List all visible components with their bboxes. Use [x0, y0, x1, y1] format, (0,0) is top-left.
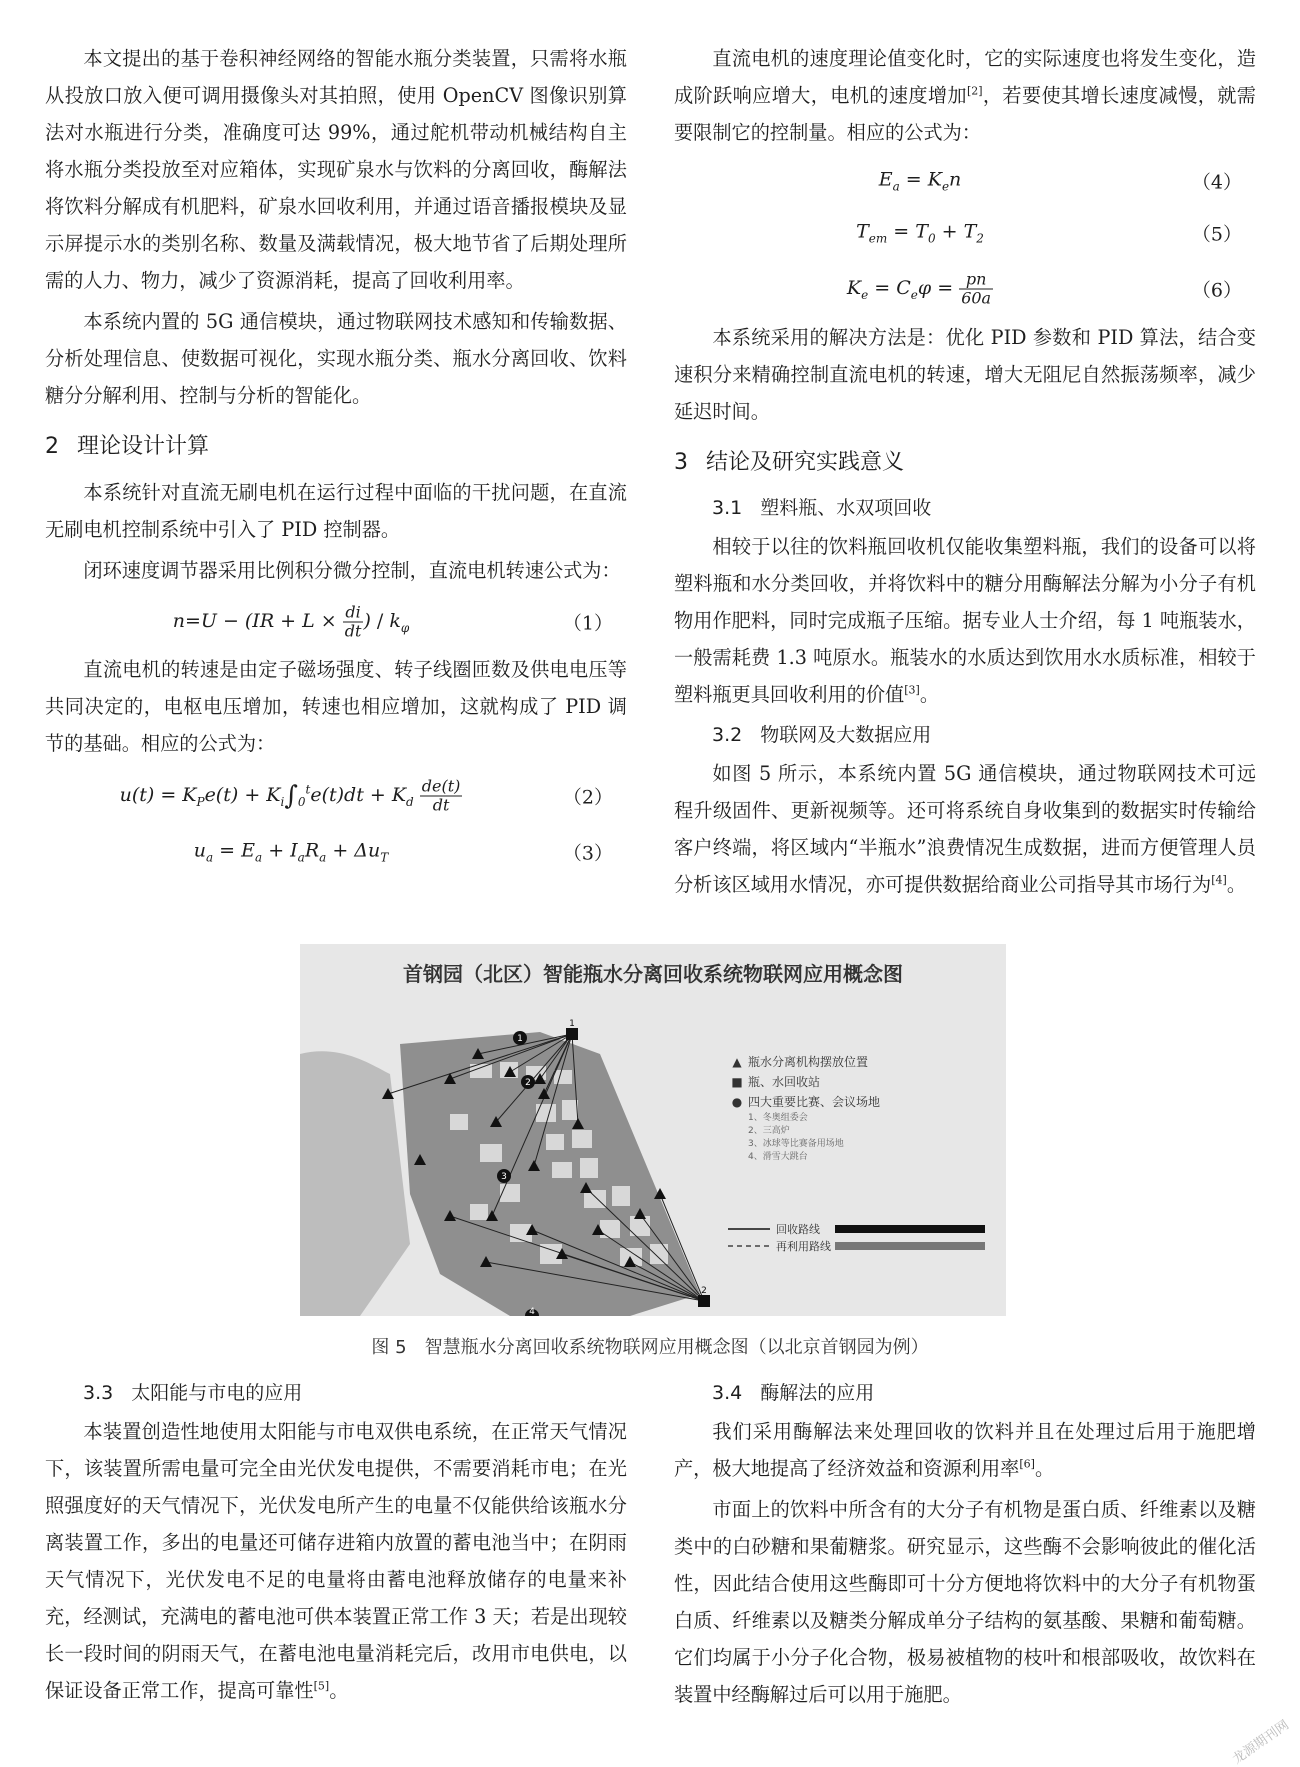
- recycle-line-bar: [835, 1225, 985, 1233]
- section-3-4-heading: [712, 1375, 1256, 1411]
- equation-5-number: （5）: [1191, 223, 1242, 246]
- section-2-title: 理论设计计算: [77, 434, 210, 459]
- equation-2-number: （2）: [562, 786, 613, 809]
- bottom-left-column: [45, 1371, 627, 1713]
- section-3-3-heading: [83, 1375, 627, 1411]
- watermark: 龙源期刊网: [1230, 1717, 1292, 1767]
- marker-label-1: 1: [517, 1034, 523, 1044]
- station-label-2: 2: [701, 1286, 707, 1296]
- section-3-3-number: 3.3: [83, 1382, 114, 1404]
- map-shore: [300, 1051, 410, 1316]
- equation-5: $T_{em} = T_0 + T_2$ （5）: [856, 220, 1242, 246]
- section-3-1-title: 塑料瓶、水双项回收: [760, 497, 932, 519]
- marker-label-2: 2: [525, 1078, 531, 1088]
- station-label-1: 1: [569, 1019, 575, 1029]
- equation-3-number: （3）: [562, 842, 613, 865]
- figure-title: 首钢园（北区）智能瓶水分离回收系统物联网应用概念图: [403, 962, 903, 986]
- legend-venue-3: 3、冰球等比赛备用场地: [748, 1139, 844, 1149]
- legend-square: ■ 瓶、水回收站: [731, 1075, 821, 1089]
- legend-circle: ● 四大重要比赛、会议场地: [731, 1095, 881, 1109]
- equation-1-number: （1）: [562, 612, 613, 635]
- section-2-paragraph-3: 直流电机的转速是由定子磁场强度、转子线圈匝数及供电电压等共同决定的，电枢电压增加，转速也相应增加，这就构成了 PID 调节的基础。相应的公式为：: [45, 658, 627, 755]
- intro-paragraph-2: 本系统内置的 5G 通信模块，通过物联网技术感知和传输数据、分析处理信息、使数据可视化，实现水瓶分类、瓶水分离回收、饮料糖分分解利用、控制与分析的智能化。: [45, 310, 627, 407]
- right-paragraph-1: 直流电机的速度理论值变化时，它的实际速度也将发生变化，造成阶跃响应增大，电机的速度增加[2]，若要使其增长速度减慢，就需要限制它的控制量。相应的公式为：: [674, 47, 1256, 144]
- legend-venue-4: 4、滑雪大跳台: [748, 1152, 808, 1162]
- legend-recycle-route: 回收路线: [776, 1223, 820, 1236]
- right-column: [674, 40, 1256, 907]
- section-3-1-number: 3.1: [712, 497, 743, 519]
- section-2-number: 2: [45, 434, 59, 459]
- legend-venue-1: 1、冬奥组委会: [748, 1113, 808, 1123]
- section-3-2-paragraph: 如图 5 所示，本系统内置 5G 通信模块，通过物联网技术可远程升级固件、更新视频等。还可将系统自身收集到的数据实时传输给客户终端，将区域内“半瓶水”浪费情况生成数据，进而方便管理人员分析该区域用水情况，亦可提供数据给商业公司指导其市场行为[4]。: [674, 762, 1256, 896]
- figure-caption: 图 5 智慧瓶水分离回收系统物联网应用概念图（以北京首钢园为例）: [371, 1337, 929, 1358]
- section-3-2-number: 3.2: [712, 724, 743, 746]
- bottom-right-column: [674, 1371, 1256, 1717]
- ref-5: [5]: [313, 1679, 330, 1693]
- reuse-line-bar: [835, 1242, 985, 1250]
- section-3-3-paragraph: 本装置创造性地使用太阳能与市电双供电系统，在正常天气情况下，该装置所需电量可完全由光伏发电提供，不需要消耗市电；在光照强度好的天气情况下，光伏发电所产生的电量不仅能供给该瓶水分离装置工作，多出的电量还可储存进箱内放置的蓄电池当中；在阴雨天气情况下，光伏发电不足的电量将由蓄电池释放储存的电量来补充，经测试，充满电的蓄电池可供本装置正常工作 3 天；若是出现较长一段时间的阴雨天气，在蓄电池电量消耗完后，改用市电供电，以保证设备正常工作，提高可靠性[5]。: [45, 1420, 627, 1702]
- section-3-1-heading: [712, 490, 1256, 526]
- ref-2: [2]: [966, 84, 983, 98]
- equation-3: $u_a = E_a + I_aR_a + \Delta u_T$ （3）: [193, 839, 613, 865]
- ref-3: [3]: [904, 683, 920, 697]
- equation-4-number: （4）: [1191, 171, 1242, 194]
- legend-triangle: ▲ 瓶水分离机构摆放位置: [732, 1055, 869, 1069]
- marker-label-4: 4: [529, 1307, 535, 1316]
- section-2-heading: [45, 428, 627, 466]
- section-3-heading: [674, 444, 1256, 482]
- section-3-4-paragraph-2: 市面上的饮料中所含有的大分子有机物是蛋白质、纤维素以及糖类中的白砂糖和果葡糖浆。研究显示，这些酶不会影响彼此的催化活性，因此结合使用这些酶即可十分方便地将饮料中的大分子有机物蛋白质、纤维素以及糖类分解成单分子结构的氨基酸、果糖和葡萄糖。它们均属于小分子化合物，极易被植物的枝叶和根部吸收，故饮料在装置中经酶解过后可以用于施肥。: [674, 1498, 1256, 1706]
- equation-1: n=U − (IR + L × $\frac{di}{dt}$ ) / $k_\varphi$ （1）: [172, 602, 613, 641]
- section-3-4-title: 酶解法的应用: [760, 1382, 875, 1404]
- iot-map: [300, 944, 1006, 1316]
- section-3-2-heading: [712, 717, 1256, 753]
- equation-2: $u(t) = K_Pe(t) + K_i\int_0^te(t)dt + K_d$ $\frac{de(t)}{dt}$ （2）: [119, 776, 613, 815]
- ref-4: [4]: [1211, 873, 1227, 887]
- equation-6: $K_e = C_e\varphi$ = $\frac{pn}{60a}$ （6）: [846, 269, 1242, 308]
- figure-5: [300, 944, 1006, 1316]
- section-3-number: 3: [674, 450, 688, 475]
- legend-venue-2: 2、三高炉: [748, 1126, 790, 1136]
- section-3-4-paragraph-1: 我们采用酶解法来处理回收的饮料并且在处理过后用于施肥增产，极大地提高了经济效益和资源利用率[6]。: [674, 1420, 1256, 1480]
- ref-6: [6]: [1019, 1457, 1035, 1471]
- section-3-3-title: 太阳能与市电的应用: [131, 1382, 303, 1404]
- marker-label-3: 3: [501, 1172, 507, 1182]
- station-square-2: [698, 1295, 710, 1307]
- section-3-4-number: 3.4: [712, 1382, 743, 1404]
- right-paragraph-2: 本系统采用的解决方法是：优化 PID 参数和 PID 算法，结合变速积分来精确控制直流电机的转速，增大无阻尼自然振荡频率，减少延迟时间。: [674, 326, 1256, 423]
- map-legend: [730, 1052, 880, 1164]
- legend-reuse-route: 再利用路线: [776, 1240, 831, 1253]
- equation-4: $E_a = K_en$ （4）: [878, 168, 1242, 194]
- station-square-1: [566, 1028, 578, 1040]
- section-2-paragraph-2: 闭环速度调节器采用比例积分微分控制，直流电机转速公式为：: [83, 559, 621, 582]
- section-2-paragraph-1: 本系统针对直流无刷电机在运行过程中面临的干扰问题，在直流无刷电机控制系统中引入了 PID 控制器。: [45, 481, 627, 541]
- left-column: [45, 40, 627, 878]
- section-3-title: 结论及研究实践意义: [706, 450, 905, 475]
- intro-paragraph-1: 本文提出的基于卷积神经网络的智能水瓶分类装置，只需将水瓶从投放口放入便可调用摄像头对其拍照，使用 OpenCV 图像识别算法对水瓶进行分类，准确度可达 99%，通过舵机带动机械结构自主将水瓶分类投放至对应箱体，实现矿泉水与饮料的分离回收，酶解法将饮料分解成有机肥料，矿泉水回收利用，并通过语音播报模块及显示屏提示水的类别名称、数量及满载情况，极大地节省了后期处理所需的人力、物力，减少了资源消耗，提高了回收利用率。: [45, 47, 627, 292]
- equation-6-number: （6）: [1191, 279, 1242, 302]
- section-3-1-paragraph: 相较于以往的饮料瓶回收机仅能收集塑料瓶，我们的设备可以将塑料瓶和水分类回收，并将饮料中的糖分用酶解法分解为小分子有机物用作肥料，同时完成瓶子压缩。据专业人士介绍，每 1 吨瓶装水，一般需耗费 1.3 吨原水。瓶装水的水质达到饮用水水质标准，相较于塑料瓶更具回收利用的价值[3]。: [674, 535, 1256, 706]
- section-3-2-title: 物联网及大数据应用: [760, 724, 932, 746]
